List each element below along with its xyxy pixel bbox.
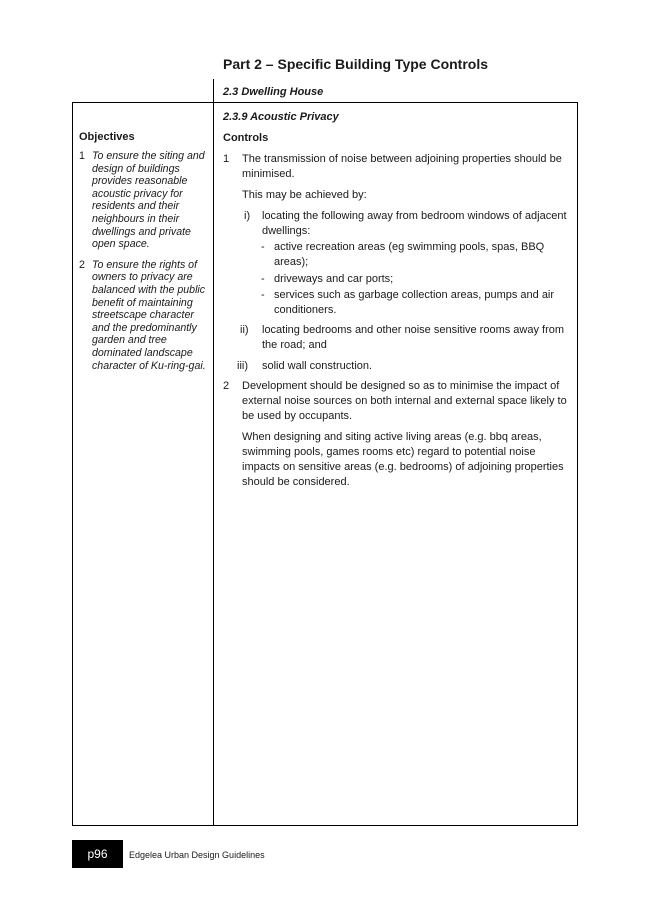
part-title: Part 2 – Specific Building Type Controls — [223, 56, 489, 72]
control-text: Development should be designed so as to minimise the impact of external noise sources on both internal and external space likely to be used by occupants. — [242, 380, 567, 422]
bullet-dash: - — [261, 289, 265, 301]
bullet-item — [261, 288, 561, 320]
bullet-item — [261, 240, 561, 272]
objective-item — [79, 150, 209, 251]
section-title: 2.3 Dwelling House — [223, 86, 324, 98]
objective-text: To ensure the siting and design of buildings provides reasonable acoustic privacy for residents and their neighbours in their dwellings and private open space. — [92, 150, 205, 251]
sub-number: iii) — [237, 360, 248, 372]
subsection-title: 2.3.9 Acoustic Privacy — [223, 111, 339, 123]
bullet-text: driveways and car ports; — [274, 273, 394, 285]
control-item — [223, 152, 573, 184]
sub-number: ii) — [240, 324, 249, 336]
objective-number: 2 — [79, 258, 85, 271]
objective-text: To ensure the rights of owners to privacy are balanced with the public benefit of maintaining streetscape character and the predominantly garden and tree dominated landscape character of Ku-ring-gai. — [92, 258, 206, 372]
objectives-list — [79, 150, 209, 380]
sub-item — [223, 323, 573, 355]
objective-number: 1 — [79, 150, 85, 162]
bullet-item — [261, 272, 561, 288]
footer-text: Edgelea Urban Design Guidelines — [129, 850, 265, 860]
objectives-heading: Objectives — [79, 131, 135, 143]
column-divider — [213, 102, 214, 826]
control-text: The transmission of noise between adjoining properties should be minimised. — [242, 153, 562, 180]
header-divider — [213, 79, 214, 103]
bullet-text: services such as garbage collection areas, pumps and air conditioners. — [274, 289, 555, 316]
sub-number: i) — [244, 210, 251, 222]
bullet-text: active recreation areas (eg swimming pools, spas, BBQ areas); — [274, 241, 545, 268]
control-item — [223, 379, 573, 427]
controls-heading: Controls — [223, 132, 269, 144]
objective-item — [79, 259, 209, 372]
control-note: When designing and siting active living areas (e.g. bbq areas, swimming pools, games rooms etc) regard to potential noise impacts on sensitive areas (e.g. bedrooms) of adjoining properties should be considered. — [242, 431, 564, 488]
bullet-dash: - — [261, 241, 265, 253]
sub-item — [223, 209, 573, 241]
bullet-dash: - — [261, 273, 265, 285]
sub-text: solid wall construction. — [262, 360, 373, 372]
control-number: 1 — [223, 153, 230, 165]
sub-item — [223, 359, 573, 375]
sub-text: locating bedrooms and other noise sensitive rooms away from the road; and — [262, 324, 565, 351]
sub-text: locating the following away from bedroom windows of adjacent dwellings: — [262, 210, 567, 237]
footer-page-number: p96 — [87, 847, 108, 861]
control-note: This may be achieved by: — [242, 189, 367, 201]
control-number: 2 — [223, 380, 230, 392]
